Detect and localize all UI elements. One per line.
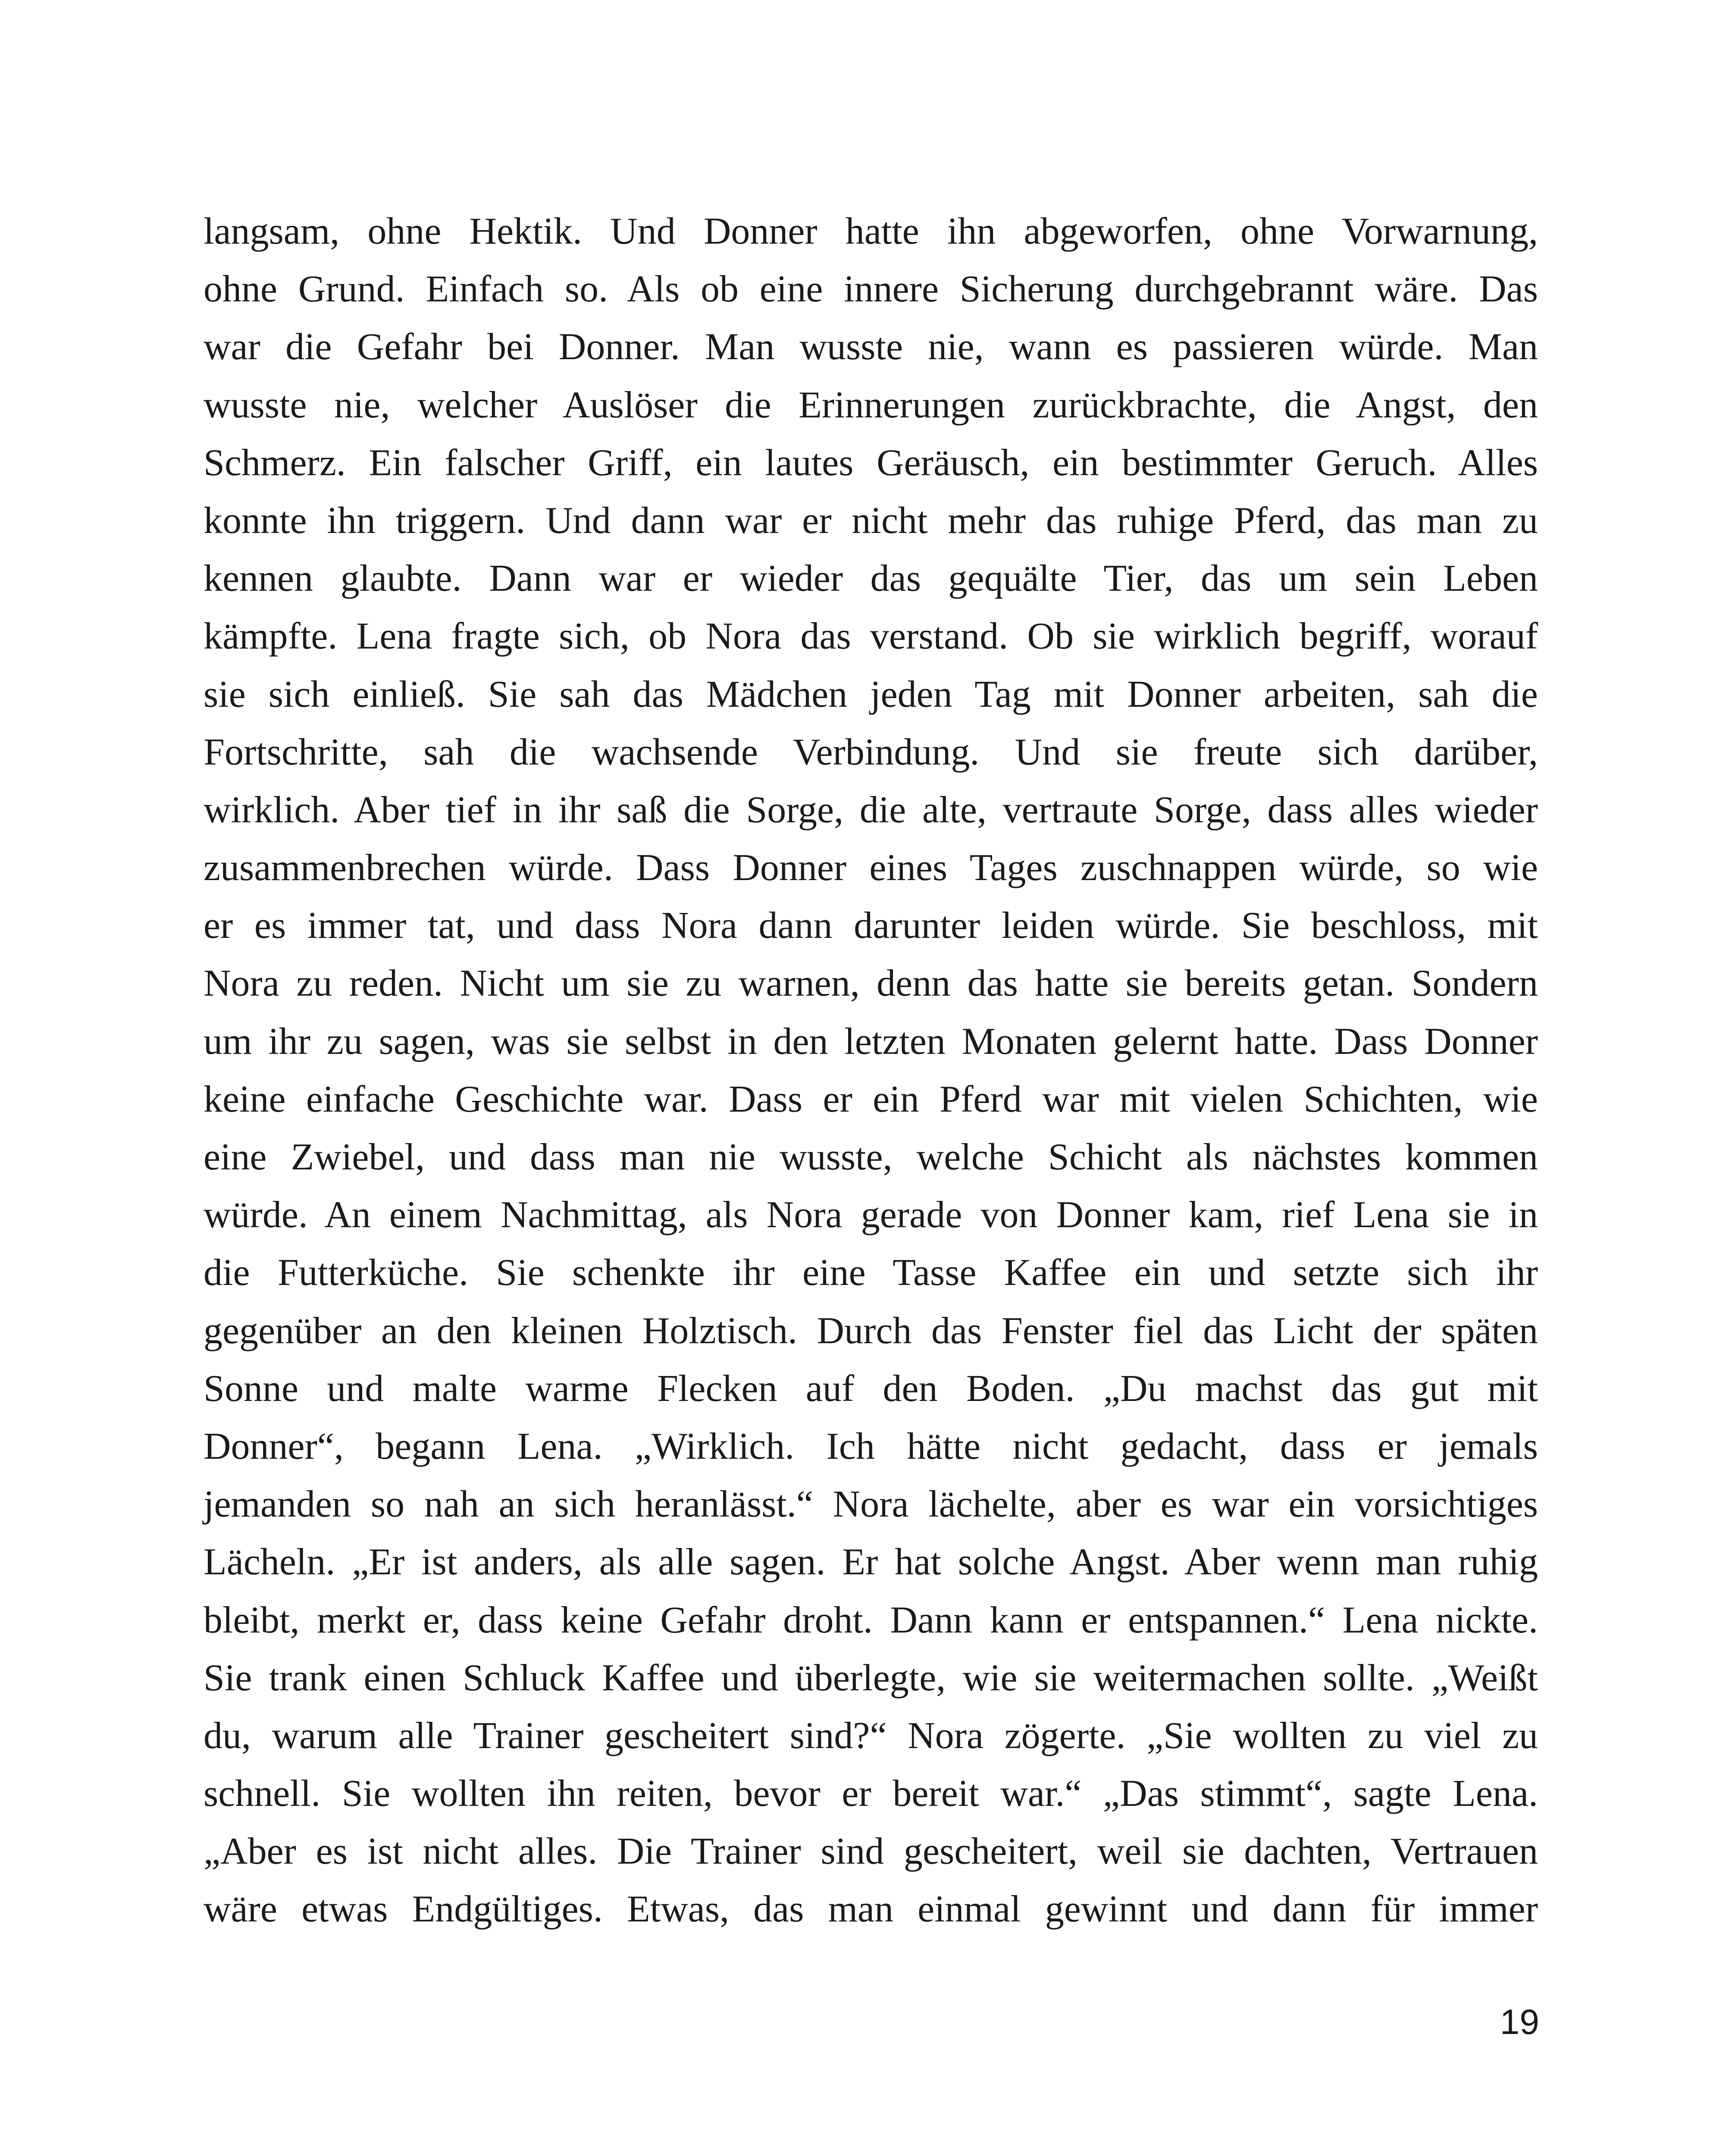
- text-line: Sie trank einen Schluck Kaffee und überlegte, wie sie weitermachen sollte. „Weißt: [204, 1657, 1538, 1699]
- text-line: eine Zwiebel, und dass man nie wusste, welche Schicht als nächstes kommen: [204, 1136, 1538, 1178]
- text-line: sie sich einließ. Sie sah das Mädchen jeden Tag mit Donner arbeiten, sah die: [204, 673, 1538, 715]
- text-line: kennen glaubte. Dann war er wieder das gequälte Tier, das um sein Leben: [204, 558, 1538, 600]
- text-line: kämpfte. Lena fragte sich, ob Nora das verstand. Ob sie wirklich begriff, worauf: [204, 615, 1538, 658]
- text-line: Schmerz. Ein falscher Griff, ein lautes Geräusch, ein bestimmter Geruch. Alles: [204, 442, 1538, 484]
- text-line: wusste nie, welcher Auslöser die Erinnerungen zurückbrachte, die Angst, den: [204, 384, 1538, 426]
- text-line: bleibt, merkt er, dass keine Gefahr droht. Dann kann er entspannen.“ Lena nickte.: [204, 1599, 1538, 1641]
- text-line: du, warum alle Trainer gescheitert sind?“ Nora zögerte. „Sie wollten zu viel zu: [204, 1714, 1538, 1757]
- text-line: wirklich. Aber tief in ihr saß die Sorge, die alte, vertraute Sorge, dass alles wieder: [204, 789, 1538, 831]
- text-line: schnell. Sie wollten ihn reiten, bevor er bereit war.“ „Das stimmt“, sagte Lena.: [204, 1773, 1538, 1815]
- text-line: Fortschritte, sah die wachsende Verbindung. Und sie freute sich darüber,: [204, 731, 1538, 773]
- body-text: [204, 203, 1538, 1939]
- text-line: er es immer tat, und dass Nora dann darunter leiden würde. Sie beschloss, mit: [204, 905, 1538, 947]
- text-line: war die Gefahr bei Donner. Man wusste nie, wann es passieren würde. Man: [204, 326, 1538, 368]
- text-line: „Aber es ist nicht alles. Die Trainer sind gescheitert, weil sie dachten, Vertrauen: [204, 1830, 1538, 1873]
- text-line: wäre etwas Endgültiges. Etwas, das man einmal gewinnt und dann für immer: [204, 1888, 1538, 1930]
- text-line: jemanden so nah an sich heranlässt.“ Nora lächelte, aber es war ein vorsichtiges: [204, 1483, 1538, 1526]
- text-line: Nora zu reden. Nicht um sie zu warnen, denn das hatte sie bereits getan. Sondern: [204, 962, 1538, 1005]
- text-line: konnte ihn triggern. Und dann war er nicht mehr das ruhige Pferd, das man zu: [204, 499, 1538, 542]
- text-line: um ihr zu sagen, was sie selbst in den letzten Monaten gelernt hatte. Dass Donner: [204, 1020, 1538, 1062]
- text-line: gegenüber an den kleinen Holztisch. Durch das Fenster fiel das Licht der späten: [204, 1310, 1538, 1352]
- page-number: 19: [1500, 2002, 1539, 2042]
- text-line: ohne Grund. Einfach so. Als ob eine innere Sicherung durchgebrannt wäre. Das: [204, 268, 1538, 310]
- text-line: würde. An einem Nachmittag, als Nora gerade von Donner kam, rief Lena sie in: [204, 1194, 1538, 1236]
- text-line: zusammenbrechen würde. Dass Donner eines Tages zuschnappen würde, so wie: [204, 847, 1538, 889]
- text-line: Donner“, begann Lena. „Wirklich. Ich hätte nicht gedacht, dass er jemals: [204, 1425, 1538, 1467]
- text-line: langsam, ohne Hektik. Und Donner hatte ihn abgeworfen, ohne Vorwarnung,: [204, 210, 1538, 252]
- text-line: die Futterküche. Sie schenkte ihr eine Tasse Kaffee ein und setzte sich ihr: [204, 1252, 1538, 1294]
- text-line: Sonne und malte warme Flecken auf den Boden. „Du machst das gut mit: [204, 1367, 1538, 1410]
- text-line: Lächeln. „Er ist anders, als alle sagen. Er hat solche Angst. Aber wenn man ruhig: [204, 1541, 1538, 1583]
- text-line: keine einfache Geschichte war. Dass er ein Pferd war mit vielen Schichten, wie: [204, 1078, 1538, 1120]
